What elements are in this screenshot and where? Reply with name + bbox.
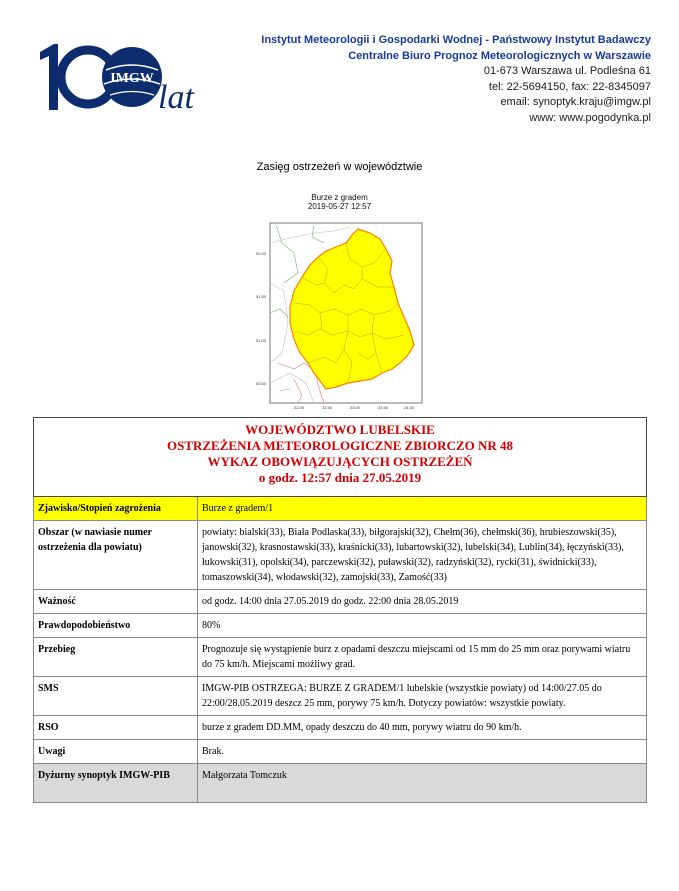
bulletin-title: OSTRZEŻENIA METEOROLOGICZNE ZBIORCZO NR 48 (166, 438, 514, 453)
list-title: WYKAZ OBOWIĄZUJĄCYCH OSTRZEŻEŃ (207, 454, 473, 469)
row-value-course: Prognozuje się wystąpienie burz z opadami deszczu miejscami od 15 mm do 25 mm oraz porywami wiatru do 75 km/h. Miejscami możliwy grad. (198, 638, 647, 677)
logo-suffix: lat (158, 79, 194, 116)
warning-table (33, 417, 647, 803)
svg-text:51.00: 51.00 (256, 338, 267, 343)
row-value-phenomenon: Burze z gradem/1 (198, 497, 647, 521)
table-row (34, 716, 647, 740)
row-label-phenomenon: Zjawisko/Stopień zagrożenia (34, 497, 198, 521)
section-title: Zasięg ostrzeżeń w województwie (256, 161, 423, 173)
website[interactable]: www: www.pogodynka.pl (529, 111, 651, 124)
table-row (34, 740, 647, 764)
map-caption-datetime: 2019-05-27 12:57 (307, 202, 372, 211)
row-value-validity: od godz. 14:00 dnia 27.05.2019 do godz. 22:00 dnia 28.05.2019 (198, 590, 647, 614)
imgw-100-lat-logo (36, 40, 216, 118)
svg-text:52.00: 52.00 (256, 251, 267, 256)
phone-fax: tel: 22-5694150, fax: 22-8345097 (488, 80, 651, 93)
warning-header-row (34, 418, 647, 497)
row-label-notes: Uwagi (34, 740, 198, 764)
table-row (34, 521, 647, 590)
warning-map (254, 213, 426, 415)
table-row (34, 677, 647, 716)
svg-text:51.50: 51.50 (256, 294, 267, 299)
issue-time: o godz. 12:57 dnia 27.05.2019 (258, 470, 422, 485)
table-row (34, 638, 647, 677)
svg-text:23.50: 23.50 (378, 405, 389, 410)
logo-badge-text: IMGW (110, 71, 154, 86)
bureau-name: Centralne Biuro Prognoz Meteorologicznych w Warszawie (348, 49, 651, 62)
institute-info (261, 33, 651, 126)
row-value-probability: 80% (198, 614, 647, 638)
row-value-notes: Brak. (198, 740, 647, 764)
row-value-area: powiaty: bialski(33), Biała Podlaska(33), biłgorajski(32), Chełm(36), chełmski(36), hrubieszowski(35), janowski(32), krasnostawski(33), kraśnicki(33), lubartowski(32), lubelski(34), Lublin(34), łęczyński(33), łukowski(31), opolski(34), parczewski(32), puławski(32), radzyński(32), rycki(31), świdnicki(33), tomaszowski(34), włodawski(32), zamojski(33), Zamość(33) (198, 521, 647, 590)
warning-header (34, 418, 647, 497)
svg-text:24.00: 24.00 (404, 405, 415, 410)
address: 01-673 Warszawa ul. Podleśna 61 (483, 65, 651, 77)
email[interactable]: email: synoptyk.kraju@imgw.pl (500, 96, 651, 108)
row-label-forecaster: Dyżurny synoptyk IMGW-PIB (34, 764, 198, 803)
map-caption-phenomenon: Burze z gradem (311, 193, 368, 202)
table-row (34, 590, 647, 614)
row-value-sms: IMGW-PIB OSTRZEGA: BURZE Z GRADEM/1 lubelskie (wszystkie powiaty) od 14:00/27.05 do 22:00/28.05.2019 deszcz 25 mm, porywy 75 km/h. Dotyczy powiatów: wszystkie powiaty. (198, 677, 647, 716)
svg-text:22.00: 22.00 (294, 405, 305, 410)
svg-text:23.00: 23.00 (350, 405, 361, 410)
voivodeship-title: WOJEWÓDZTWO LUBELSKIE (245, 422, 435, 437)
table-row (34, 614, 647, 638)
row-label-area: Obszar (w nawiasie numer ostrzeżenia dla powiatu) (34, 521, 198, 590)
row-label-probability: Prawdopodobieństwo (34, 614, 198, 638)
row-label-rso: RSO (34, 716, 198, 740)
row-label-course: Przebieg (34, 638, 198, 677)
row-label-validity: Ważność (34, 590, 198, 614)
row-value-rso: burze z gradem DD.MM, opady deszczu do 40 mm, porywy wiatru do 90 km/h. (198, 716, 647, 740)
svg-text:50.50: 50.50 (256, 381, 267, 386)
row-label-sms: SMS (34, 677, 198, 716)
svg-text:22.50: 22.50 (322, 405, 333, 410)
table-row (34, 764, 647, 803)
table-row (34, 497, 647, 521)
institute-name: Instytut Meteorologii i Gospodarki Wodnej - Państwowy Instytut Badawczy (261, 34, 651, 46)
row-value-forecaster: Małgorzata Tomczuk (198, 764, 647, 803)
